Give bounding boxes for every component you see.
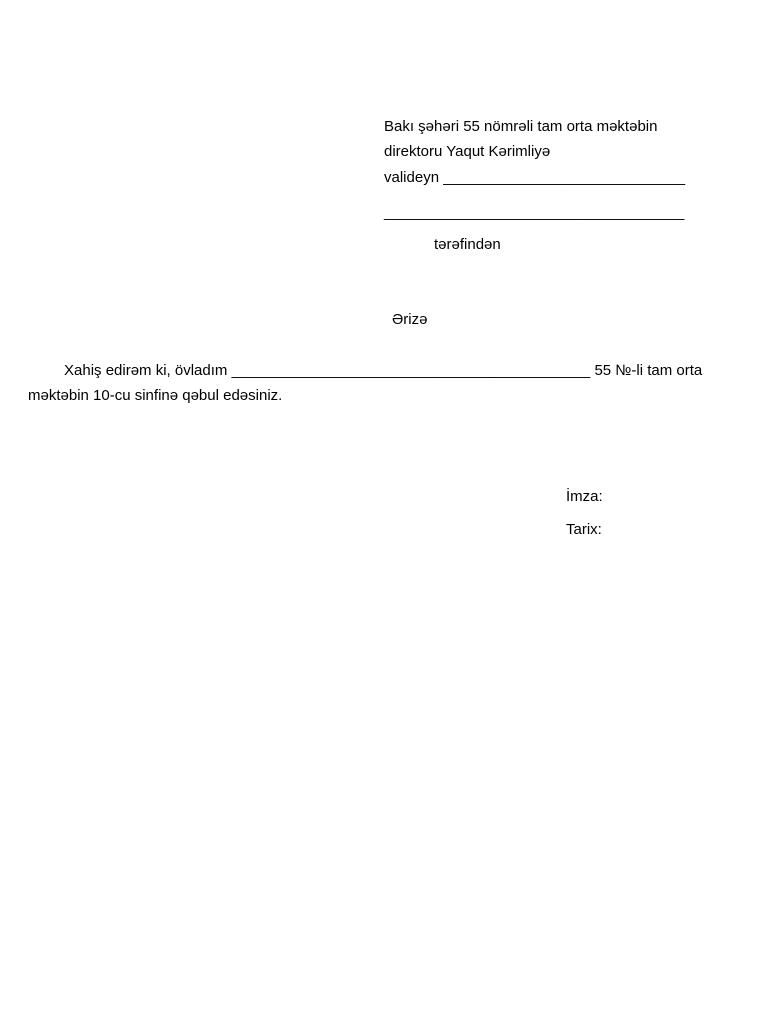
signature-label: İmza: <box>566 488 603 505</box>
parent-name-line: valideyn _____________________________ <box>384 169 686 186</box>
recipient-director-line: direktoru Yaqut Kərimliyə <box>384 143 551 160</box>
application-text-line-2: məktəbin 10-cu sinfinə qəbul edəsiniz. <box>28 387 283 404</box>
document-title: Ərizə <box>392 311 428 328</box>
date-label: Tarix: <box>566 521 602 538</box>
application-text-line-1: Xahiş edirəm ki, övladım ___________________________________________ 55 №-li tam orta <box>64 362 703 379</box>
from-label: tərəfindən <box>434 236 501 253</box>
parent-name-blank-line: ____________________________________ <box>384 204 685 221</box>
recipient-school-line: Bakı şəhəri 55 nömrəli tam orta məktəbin <box>384 118 658 135</box>
